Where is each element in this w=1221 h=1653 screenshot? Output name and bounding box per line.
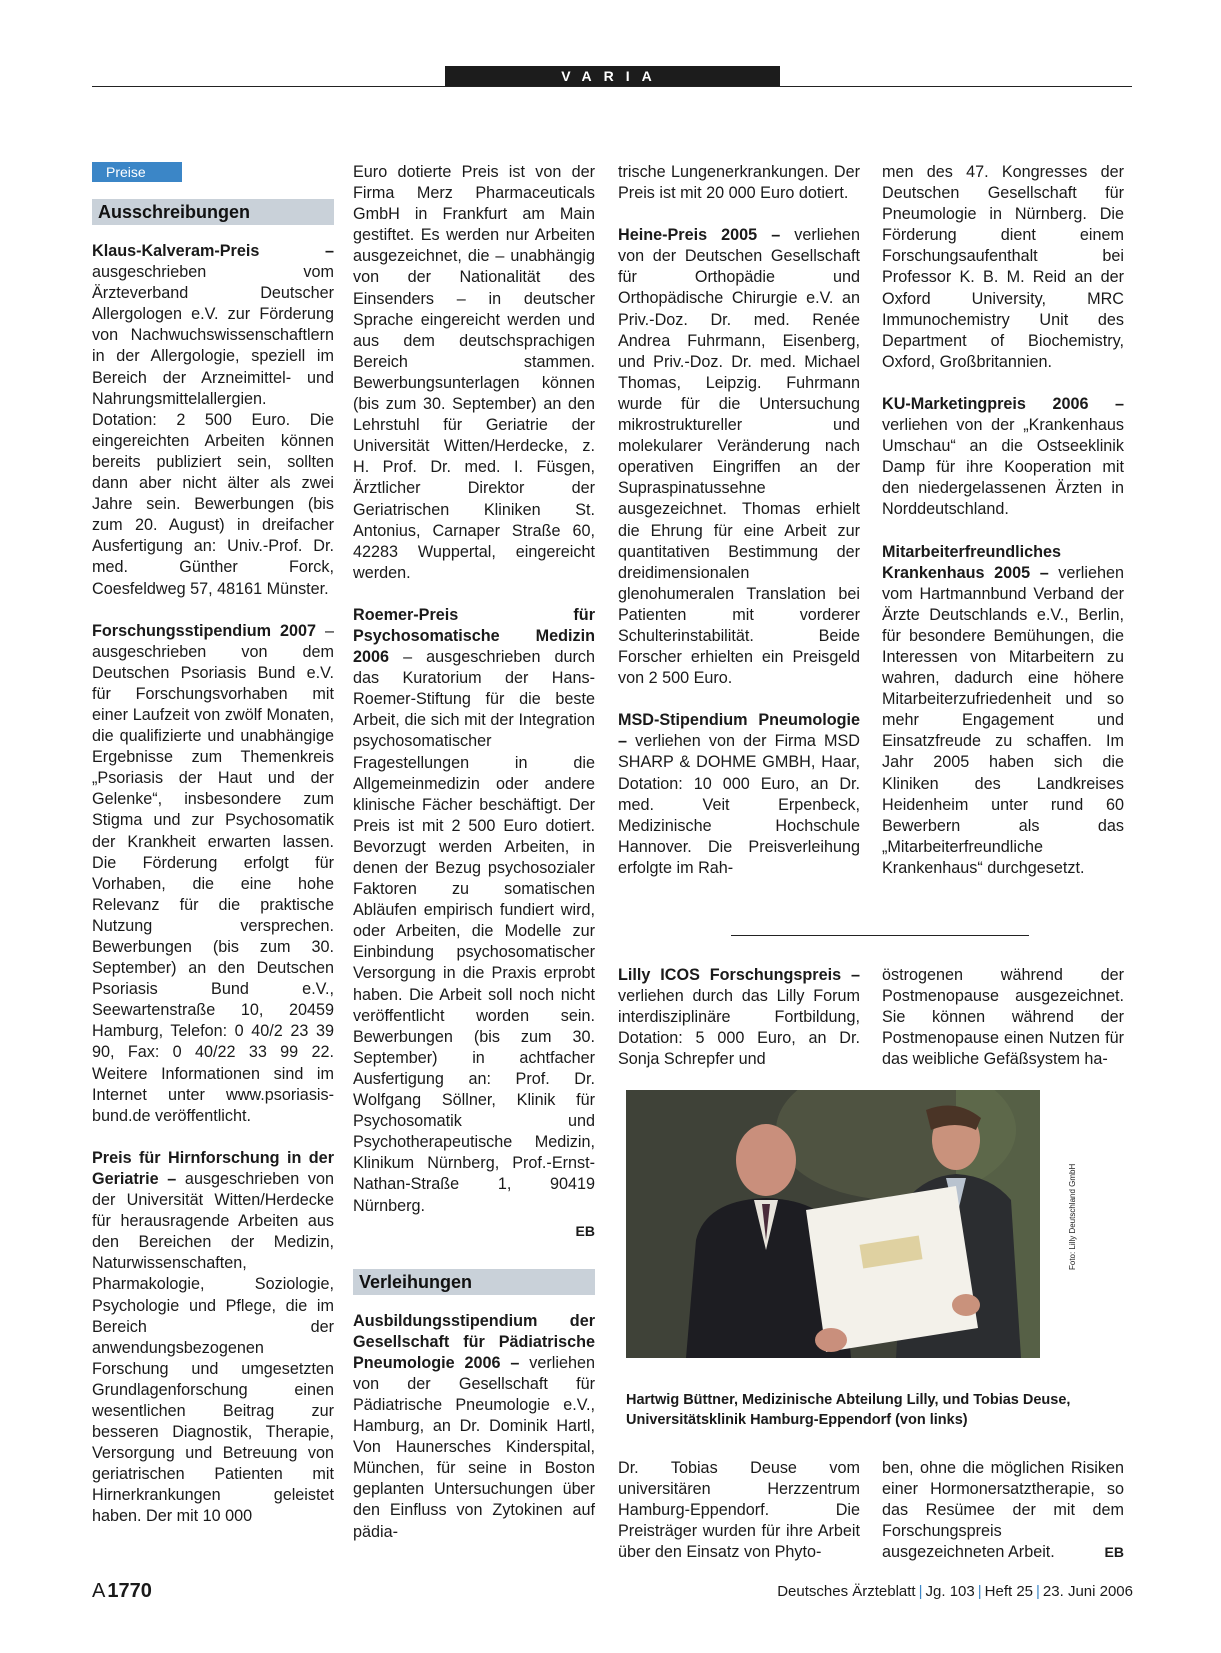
column-2 bbox=[353, 162, 595, 1564]
author-initials: EB bbox=[575, 1222, 595, 1239]
article-text: verliehen vom Hartmannbund Verband der Ärzte Deutschlands e.V., Berlin, für besondere Bemühungen, die Interessen von Mitarbeitern zu wahren, dadurch eine höhere Mitarbeiterzufriedenheit und so mehr Engagement und Einsatzfreude zu schaffen. Im Jahr 2005 haben sich die Kliniken des Landkreises Heidenheim unter rund 60 Bewerbern als das „Mitarbeiterfreundliche Krankenhaus“ durchgesetzt. bbox=[882, 563, 1124, 877]
footer-separator: | bbox=[1036, 1583, 1040, 1600]
page-number bbox=[92, 1580, 152, 1603]
journal-volume: Jg. 103 bbox=[925, 1583, 975, 1600]
article-lilly-continued: Dr. Tobias Deuse vom universitären Herzzentrum Hamburg-Eppendorf. Die Preisträger wurden für ihre Arbeit über den Einsatz von Phyto- bbox=[618, 1459, 860, 1562]
article-lilly bbox=[618, 965, 860, 1070]
section-heading-verleihungen: Verleihungen bbox=[353, 1269, 595, 1295]
article-lilly-continued: östrogenen während der Postmenopause ausgezeichnet. Sie können während der Postmenopause einen Nutzen für das weibliche Gefäßsystem ha- bbox=[882, 966, 1124, 1069]
section-label: VARIA bbox=[445, 66, 780, 86]
article-ku-marketing bbox=[882, 394, 1124, 521]
footer-separator: | bbox=[918, 1583, 923, 1600]
photo-caption: Hartwig Büttner, Medizinische Abteilung Lilly, und Tobias Deuse, Universitätsklinik Hamburg-Eppendorf (von links) bbox=[626, 1392, 1071, 1428]
article-text: ausgeschrieben vom Ärzteverband Deutscher Allergologen e.V. zur Förderung von Nachwuchswissenschaftlern in der Allergologie, speziell im Bereich der Arzneimittel- und Nahrungsmittelallergien. Dotation: 2 500 Euro. Die eingereichten Arbeiten können bereits publiziert sein, sollten dann aber nicht älter als zwei Jahre sein. Bewerbungen (bis zum 20. August) in dreifacher Ausfertigung an: Univ.-Prof. Dr. med. Günther Forck, Coesfeldweg 57, 48161 Münster. bbox=[92, 263, 334, 598]
section-heading-ausschreibungen: Ausschreibungen bbox=[92, 199, 334, 225]
article-heine bbox=[618, 225, 860, 689]
article-ausbildungsstipendium bbox=[353, 1311, 595, 1543]
article-forschungsstipendium bbox=[92, 621, 334, 1127]
article-title: Mitarbeiterfreundliches Krankenhaus 2005 – bbox=[882, 542, 1062, 582]
award-photo-illustration bbox=[626, 1090, 1040, 1358]
article-text: – ausgeschrieben durch das Kuratorium der Hans-Roemer-Stiftung für die beste Arbeit, die sich mit der Integration psychosomatischer Fragestellungen in die Allgemeinmedizin oder andere klinische Fächer beschäftigt. Der Preis ist mit 2 500 Euro dotiert. Bevorzugt werden Arbeiten, in denen der Bezug psychosozialer Faktoren zu somatischen Abläufen empirisch fundiert wird, oder Arbeiten, die Modelle zur Einbindung psychosomatischer Versorgung in die Praxis erprobt haben. Die Arbeit soll noch nicht veröffentlicht worden sein. Bewerbungen (bis zum 30. September) in achtfacher Ausfertigung an: Prof. Dr. Wolfgang Söllner, Klinik für Psychosomatik und Psychotherapeutische Medizin, Klinikum Nürnberg, Prof.-Ernst-Nathan-Straße 1, 90419 Nürnberg. bbox=[353, 648, 595, 1215]
category-tag: Preise bbox=[92, 162, 182, 182]
article-continuation: Euro dotierte Preis ist von der Firma Merz Pharmaceuticals GmbH in Frankfurt am Main gestiftet. Es werden nur Arbeiten ausgezeichnet, die – unabhängig von der Nationalität des Einsenders – in deutscher Sprache eingereicht werden und aus dem deutschsprachigen Bereich stammen. Bewerbungsunterlagen können (bis zum 30. September) an den Lehrstuhl für Geriatrie der Universität Witten/Herdecke, z. H. Prof. Dr. med. I. Füsgen, Ärztlicher Direktor der Geriatrischen Kliniken St. Antonius, Carnaper Straße 60, 42283 Wuppertal, eingereicht werden. bbox=[353, 163, 595, 582]
article-title: Lilly ICOS Forschungspreis – bbox=[618, 966, 860, 984]
column-3 bbox=[618, 162, 860, 900]
column-divider bbox=[731, 935, 1029, 936]
article-title: MSD-Stipendium Pneumologie – bbox=[618, 711, 860, 751]
footer-separator: | bbox=[977, 1583, 982, 1600]
article-text: verliehen durch das Lilly Forum interdisziplinäre Fortbildung, Dotation: 5 000 Euro, an Dr. Sonja Schrepfer und bbox=[618, 987, 860, 1069]
header-rule bbox=[92, 86, 1132, 87]
article-kalveram bbox=[92, 241, 334, 600]
article-text: ben, ohne die möglichen Risiken einer Hormonersatztherapie, so das Resümee der mit dem Forschungspreis ausgezeichneten Arbeit. bbox=[882, 1459, 1124, 1562]
column-4 bbox=[882, 162, 1124, 900]
photo-credit: Foto: Lilly Deutschland GmbH bbox=[1068, 1163, 1077, 1270]
article-title: Heine-Preis 2005 – bbox=[618, 226, 781, 245]
journal-date: 23. Juni 2006 bbox=[1042, 1583, 1133, 1600]
article-continuation: men des 47. Kongresses der Deutschen Gesellschaft für Pneumologie in Nürnberg. Die Förderung dient einem Forschungsaufenthalt bei Professor K. B. M. Reid an der Oxford University, MRC Immunochemistry Unit des Department of Biochemistry, Oxford, Großbritannien. bbox=[882, 163, 1124, 371]
column-1 bbox=[92, 162, 334, 1549]
article-title: Preis für Hirnforschung in der Geriatrie – bbox=[92, 1148, 334, 1188]
article-text: verliehen von der Firma MSD SHARP & DOHME GMBH, Haar, Dotation: 10 000 Euro, an Dr. med. Veit Erpenbeck, Medizinische Hochschule Hannover. Die Preisverleihung erfolgte im Rah- bbox=[618, 732, 860, 877]
article-title: Forschungsstipendium 2007 bbox=[92, 621, 316, 640]
page-prefix: A bbox=[92, 1580, 106, 1602]
journal-issue: Heft 25 bbox=[984, 1583, 1034, 1600]
article-continuation: trische Lungenerkrankungen. Der Preis ist mit 20 000 Euro dotiert. bbox=[618, 163, 860, 203]
article-hirnforschung bbox=[92, 1148, 334, 1528]
author-initials: EB bbox=[1104, 1544, 1124, 1561]
article-roemer bbox=[353, 605, 595, 1217]
award-photo bbox=[626, 1090, 1040, 1358]
article-title: Roemer-Preis für Psychosomatische Medizin 2006 bbox=[353, 605, 595, 667]
article-mitarbeiterfreundlich bbox=[882, 542, 1124, 880]
article-title: Ausbildungsstipendium der Gesellschaft für Pädiatrische Pneumologie 2006 – bbox=[353, 1311, 595, 1372]
article-text: – ausgeschrieben von dem Deutschen Psoriasis Bund e.V. für Forschungsvorhaben mit einer Laufzeit von zwölf Monaten, die qualifizierte und unabhängige Ergebnisse zum Themenkreis „Psoriasis der Haut und der Gelenke“, insbesondere zum Stigma und zur Psychosomatik der Krankheit erwarten lassen. Die Förderung erfolgt für Vorhaben, die eine hohe Relevanz für die praktische Nutzung versprechen. Bewerbungen (bis zum 30. September) an den Deutschen Psoriasis Bund e.V., Seewartenstraße 10, 20459 Hamburg, Telefon: 0 40/2 23 39 90, Fax: 0 40/22 33 99 22. Weitere Informationen sind im Internet unter www.psoriasis-bund.de veröffentlicht. bbox=[92, 621, 334, 1125]
article-lilly-continued bbox=[882, 1458, 1124, 1563]
article-text: verliehen von der „Krankenhaus Umschau“ an die Ostseeklinik Damp für ihre Kooperation mit den niedergelassenen Ärzten in Norddeutschland. bbox=[882, 416, 1124, 519]
article-text: ausgeschrieben von der Universität Witten/Herdecke für herausragende Arbeiten aus den Bereichen der Medizin, Naturwissenschaften, Pharmakologie, Soziologie, Psychologie und Pflege, die im Bereich der anwendungsbezogenen Forschung und umgesetzten Grundlagenforschung einen wesentlichen Beitrag zur besseren Diagnostik, Therapie, Versorgung und Betreuung von geriatrischen Patienten mit Hirnerkrankungen geleistet haben. Der mit 10 000 bbox=[92, 1169, 334, 1526]
article-text: verliehen von der Gesellschaft für Pädiatrische Pneumologie e.V., Hamburg, an Dr. Dominik Hartl, Von Haunersches Kinderspital, München, für seine in Boston geplanten Untersuchungen über den Einfluss von Zytokinen auf pädia- bbox=[353, 1353, 595, 1541]
journal-footer bbox=[777, 1583, 1133, 1600]
article-msd bbox=[618, 710, 860, 879]
article-text: verliehen von der Deutschen Gesellschaft für Orthopädie und Orthopädische Chirurgie e.V. an Priv.-Doz. Dr. med. Renée Andrea Fuhrmann, Eisenberg, und Priv.-Doz. Dr. med. Michael Thomas, Leipzig. Fuhrmann wurde für die Untersuchung mikrostruktureller und molekularer Veränderung nach operativen Eingriffen an der Supraspinatussehne ausgezeichnet. Thomas erhielt die Ehrung für eine Arbeit zur quantitativen Bestimmung der dreidimensionalen glenohumeralen Translation bei Patienten mit vorderer Schulterinstabilität. Beide Forscher erhielten ein Preisgeld von 2 500 Euro. bbox=[618, 226, 860, 688]
journal-name: Deutsches Ärzteblatt bbox=[777, 1583, 916, 1600]
page-number-value: 1770 bbox=[107, 1580, 152, 1602]
article-title: Klaus-Kalveram-Preis – bbox=[92, 242, 334, 260]
article-title: KU-Marketingpreis 2006 – bbox=[882, 394, 1124, 413]
